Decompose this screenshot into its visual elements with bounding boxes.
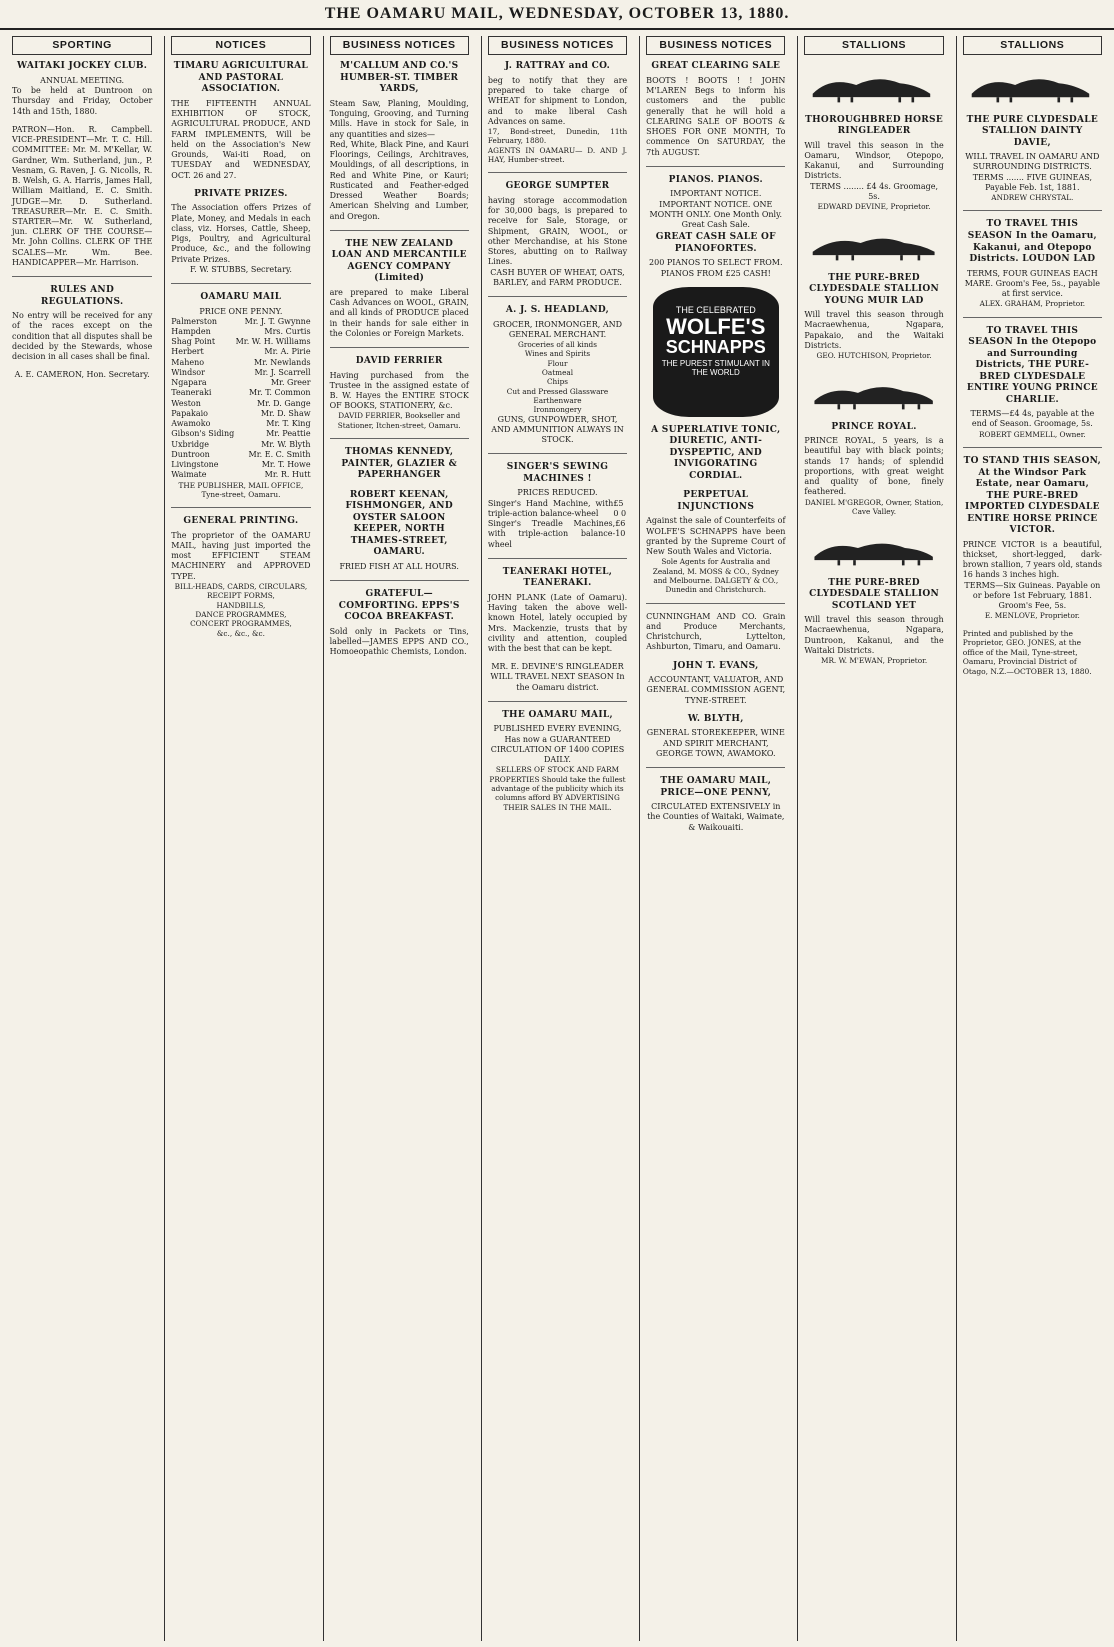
agent-place: Windsor <box>171 367 205 377</box>
timaru-association <box>171 61 310 180</box>
private-prizes-heading: PRIVATE PRIZES. <box>194 188 288 199</box>
general-printing <box>171 516 310 638</box>
headland-list <box>488 340 627 415</box>
agent-name: Mr. J. Scarrell <box>254 367 311 377</box>
agent-row <box>171 388 310 398</box>
loan-heading: THE NEW ZEALAND LOAN AND MERCANTILE AGENCY COMPANY (Limited) <box>331 238 467 284</box>
sumpter-heading: GEORGE SUMPTER <box>505 181 610 192</box>
rattray-heading: J. RATTRAY and CO. <box>504 61 611 72</box>
agent-name: Mr. J. T. Gwynne <box>244 316 311 326</box>
agent-row <box>171 327 310 337</box>
printing-items <box>171 582 310 638</box>
column-sporting <box>6 36 158 1641</box>
dainty-heading: THE PURE CLYDESDALE STALLION DAINTY DAVIE, <box>966 114 1099 148</box>
keenan-heading: ROBERT KEENAN, FISHMONGER, AND OYSTER SALOON KEEPER, NORTH THAMES-STREET, OAMARU. <box>345 489 453 558</box>
headland-item: Flour <box>547 358 568 368</box>
mail-price-ad <box>646 776 785 833</box>
price-item: Singer's Hand Machine, with triple-action balance-wheel <box>487 498 614 518</box>
david-text: Having purchased from the Trustee in the assigned estate of B. W. Hayes the ENTIRE STOCK OF BOOKS, STATIONERY, &c. <box>329 370 469 411</box>
loudon-heading: TO TRAVEL THIS SEASON In the Oamaru, Kakanui, and Otepopo Districts. LOUDON LAD <box>967 219 1097 265</box>
evans-heading: JOHN T. EVANS, <box>672 660 759 671</box>
headland-item: Earthenware <box>533 396 582 406</box>
loudon-lad <box>963 219 1102 308</box>
printing-item: DANCE PROGRAMMES, <box>195 609 287 619</box>
victor-terms: TERMS—Six Guineas. Payable on or before 1st February, 1881. Groom's Fee, 5s. <box>964 580 1101 610</box>
agent-place: Duntroon <box>171 449 210 459</box>
agent-name: Mr. E. C. Smith <box>248 449 311 459</box>
headland-item: Ironmongery <box>533 405 582 415</box>
tonic-notice <box>646 425 785 483</box>
column-stallions-2 <box>956 36 1108 1641</box>
agent-name: Mr. Newlands <box>254 357 311 367</box>
agent-place: Gibson's Siding <box>171 429 235 439</box>
notice-subtitle: ANNUAL MEETING. <box>40 75 125 85</box>
agent-place: Teaneraki <box>171 388 212 398</box>
headland-item: Oatmeal <box>541 368 574 378</box>
clearing-text: BOOTS ! BOOTS ! ! JOHN M'LAREN Begs to inform his customers and the public generally that he will hold a CLEARING SALE OF BOOTS & SHOES FOR ONE MONTH, To commence On SATURDAY, the 7th AUGUST. <box>646 75 786 157</box>
agent-name: Mr. R. Hutt <box>264 470 311 480</box>
singer-notice <box>488 462 627 549</box>
agent-row <box>171 337 310 347</box>
divider <box>963 447 1102 448</box>
agent-name: Mr. W. Blyth <box>261 439 311 449</box>
scotland-yet-heading: THE PURE-BRED CLYDESDALE STALLION SCOTLAND YET <box>809 577 940 611</box>
divider <box>488 701 627 702</box>
column-title: STALLIONS <box>804 36 943 55</box>
officials-list <box>12 125 152 268</box>
fried-fish: FRIED FISH AT ALL HOURS. <box>339 561 459 571</box>
notice-heading: WAITAKI JOCKEY CLUB. <box>17 61 148 72</box>
charlie-owner: ROBERT GEMMELL, Owner. <box>978 429 1086 439</box>
oamaru-mail-text: PUBLISHED EVERY EVENING, Has now a GUARANTEED CIRCULATION OF 1400 COPIES DAILY. <box>490 724 625 765</box>
divider <box>12 276 152 277</box>
charlie-heading: TO TRAVEL THIS SEASON In the Otepopo and Surrounding Districts, THE PURE-BRED CLYDESDALE ENTIRE YOUNG PRINCE CHARLIE. <box>966 325 1098 405</box>
robert-keenan <box>330 490 469 572</box>
rules-text: No entry will be received for any of the races except on the condition that all disputes shall be decided by the Stewards, whose decision in all cases shall be final. <box>12 311 153 362</box>
column-business-notices-3 <box>639 36 791 1641</box>
column-title: BUSINESS NOTICES <box>330 36 469 55</box>
cash-buyer: CASH BUYER OF WHEAT, OATS, BARLEY, and FARM PRODUCE. <box>490 267 625 287</box>
injunctions-notice <box>646 490 785 594</box>
divider <box>171 283 310 284</box>
young-muirlad <box>804 273 943 361</box>
young-muirlad-owner: GEO. HUTCHISON, Proprietor. <box>816 351 932 361</box>
dainty-davie <box>963 115 1102 203</box>
divider <box>646 767 785 768</box>
divider <box>330 438 469 439</box>
printing-item: CONCERT PROGRAMMES, <box>190 619 292 629</box>
sellers-text: SELLERS OF STOCK AND FARM PROPERTIES Should take the fullest advantage of the publicity which its columns afford BY ADVERTISING THEIR SALES IN THE MAIL. <box>489 765 626 812</box>
cunningham-text: CUNNINGHAM AND CO. Grain and Produce Merchants, Christchurch, Lyttelton, Ashburton, Timaru, and Oamaru. <box>646 611 786 652</box>
horse-illustration <box>963 65 1102 105</box>
price-value: £5 0 0 <box>613 498 627 518</box>
column-title: STALLIONS <box>963 36 1102 55</box>
divider <box>330 347 469 348</box>
headland-text: GROCER, IRONMONGER, AND GENERAL MERCHANT. <box>492 319 623 339</box>
loan-text: are prepared to make Liberal Cash Advances on WOOL, GRAIN, and all kinds of PRODUCE placed in their hands for sale either in the Colonies or Foreign Markets. <box>329 287 469 338</box>
divider <box>646 166 785 167</box>
thomas-kennedy <box>330 447 469 482</box>
column-title: NOTICES <box>171 36 310 55</box>
price-item: Singer's Treadle Machines, with triple-action balance-wheel <box>487 519 616 549</box>
agent-name: Mr. A. Pirie <box>264 347 311 357</box>
sumpter-notice <box>488 181 627 288</box>
newspaper-columns <box>6 36 1108 1641</box>
prince-victor <box>963 456 1102 621</box>
association-text: THE FIFTEENTH ANNUAL EXHIBITION OF STOCK, AGRICULTURAL PRODUCE, AND FARM IMPLEMENTS, Will be held on the Association's New Grounds, Wai-iti Road, on TUESDAY and WEDNESDAY, OCT. 26 and 27. <box>171 98 311 180</box>
pianos-heading: PIANOS. PIANOS. <box>668 174 763 185</box>
singer-subtitle: PRICES REDUCED. <box>517 488 598 498</box>
cunningham-notice <box>646 612 785 653</box>
mail-price-heading: THE OAMARU MAIL, PRICE—ONE PENNY, <box>660 776 772 798</box>
agent-row <box>171 409 310 419</box>
prince-royal-owner: DANIEL M'GREGOR, Owner, Station, Cave Valley. <box>804 497 944 516</box>
young-muirlad-text: Will travel this season through Macraewhenua, Ngapara, Papakaio, and the Waitaki Districts. <box>804 310 944 350</box>
rattray-agents: AGENTS IN OAMARU— D. AND J. HAY, Humber-street. <box>487 145 628 165</box>
evans-text: ACCOUNTANT, VALUATOR, AND GENERAL COMMISSION AGENT, TYNE-STREET. <box>646 675 786 705</box>
scotland-yet-owner: MR. W. M'EWAN, Proprietor. <box>820 656 928 666</box>
ringleader-stallion <box>804 115 943 212</box>
agent-row <box>171 378 310 388</box>
loan-agency <box>330 239 469 339</box>
pianoforte-heading: GREAT CASH SALE OF PIANOFORTES. <box>655 232 776 254</box>
pianos-notice <box>646 175 785 279</box>
column-business-notices-1 <box>323 36 475 1641</box>
agent-row <box>171 368 310 378</box>
timber-list: Red, White, Black Pine, and Kauri Floorings, Ceilings, Architraves, Mouldings, of all descriptions, in Red and White Pine, or Kauri; Rusticated and Feather-edged Dressed Weather Boards; American Shelving and Lumber, and Oregon. <box>329 139 469 221</box>
price-value: £6 10 <box>615 519 626 539</box>
david-heading: DAVID FERRIER <box>355 356 443 367</box>
agent-row <box>171 450 310 460</box>
horse-illustration <box>804 528 943 568</box>
blyth-notice <box>646 714 785 759</box>
headland-item: Groceries of all kinds <box>518 340 597 350</box>
column-business-notices-2 <box>481 36 633 1641</box>
divider <box>646 603 785 604</box>
agent-name: Mr. Peattie <box>266 429 311 439</box>
kennedy-heading: THOMAS KENNEDY, PAINTER, GLAZIER & PAPERHANGER <box>341 447 458 481</box>
column-title: SPORTING <box>12 36 152 55</box>
clearing-sale <box>646 61 785 157</box>
headland-item: Cut and Pressed Glassware <box>506 386 609 396</box>
agent-place: Herbert <box>171 347 204 357</box>
headland-item: Chips <box>546 377 569 387</box>
mail-footer: THE PUBLISHER, MAIL OFFICE, Tyne-street, Oamaru. <box>178 480 304 499</box>
divider <box>488 172 627 173</box>
printing-item: BILL-HEADS, CARDS, CIRCULARS, <box>174 581 308 591</box>
column-stallions-1 <box>797 36 949 1641</box>
agent-place: Papakaio <box>171 408 208 418</box>
column-notices <box>164 36 316 1641</box>
divider <box>171 507 310 508</box>
divider <box>963 317 1102 318</box>
charlie-terms: TERMS—£4 4s, payable at the end of Season. Groomage, 5s. <box>970 409 1095 429</box>
association-heading: TIMARU AGRICULTURAL AND PASTORAL ASSOCIATION. <box>173 61 309 95</box>
imprint: Printed and published by the Proprietor, GEO. JONES, at the office of the Mail, Tyne-street, Oamaru, Provincial District of Otago, N.Z.—OCTOBER 13, 1880. <box>962 628 1092 676</box>
headland-heading: A. J. S. HEADLAND, <box>505 305 610 316</box>
agent-place: Ngapara <box>171 378 207 388</box>
injunctions-text: Against the sale of Counterfeits of WOLFE'S SCHNAPPS have been granted by the Supreme Court of New South Wales and Victoria. <box>646 516 786 557</box>
signatory: F. W. STUBBS, Secretary. <box>189 264 292 274</box>
loudon-terms: TERMS, FOUR GUINEAS EACH MARE. Groom's Fee, 5s., payable at first service. <box>964 268 1100 299</box>
prince-royal-text: PRINCE ROYAL, 5 years, is a beautiful bay with black points; stands 17 hands; of splendid proportions, with great weight and quality of bone, finely feathered. <box>804 436 944 497</box>
agent-name: Mr. T. Howe <box>261 460 311 470</box>
teaneraki-heading: TEANERAKI HOTEL, TEANERAKI. <box>502 566 613 589</box>
mail-heading: OAMARU MAIL <box>200 292 282 303</box>
ringleader-text: MR. E. DEVINE'S RINGLEADER WILL TRAVEL NEXT SEASON In the Oamaru district. <box>490 662 625 692</box>
young-muirlad-heading: THE PURE-BRED CLYDESDALE STALLION YOUNG MUIR LAD <box>809 272 940 306</box>
agent-place: Palmerston <box>171 316 218 326</box>
printing-item: &c., &c., &c. <box>216 628 265 638</box>
scotland-yet-text: Will travel this season through Macraewhenua, Ngapara, Duntroon, Kakanui, and the Waitaki Districts. <box>804 615 944 655</box>
agent-place: Maheno <box>171 357 205 367</box>
agent-name: Mr. D. Gange <box>256 398 311 408</box>
agent-name: Mr. D. Shaw <box>260 408 311 418</box>
agent-row <box>171 440 310 450</box>
victor-owner: E. MENLOVE, Proprietor. <box>984 611 1080 621</box>
epps-heading: GRATEFUL—COMFORTING. EPPS'S COCOA BREAKFAST. <box>338 589 460 623</box>
agent-row <box>171 358 310 368</box>
singer-heading: SINGER'S SEWING MACHINES ! <box>506 462 609 484</box>
agent-row <box>171 429 310 439</box>
agents-list <box>171 317 310 481</box>
victor-heading: TO STAND THIS SEASON, At the Windsor Park Estate, near Oamaru, THE PURE-BRED IMPORTED CLYDESDALE ENTIRE HORSE PRINCE VICTOR. <box>963 455 1102 536</box>
agent-name: Mr. Greer <box>270 378 311 388</box>
agent-row <box>171 347 310 357</box>
agent-place: Weston <box>171 398 201 408</box>
divider <box>330 230 469 231</box>
loudon-owner: ALEX. GRAHAM, Proprietor. <box>979 299 1086 309</box>
scotland-yet <box>804 578 943 666</box>
prince-royal-heading: PRINCE ROYAL. <box>831 421 917 432</box>
injunctions-heading: PERPETUAL INJUNCTIONS <box>677 490 755 512</box>
divider <box>330 580 469 581</box>
teaneraki-hotel <box>488 567 627 654</box>
jockey-club-notice <box>12 61 152 116</box>
masthead: THE OAMARU MAIL, WEDNESDAY, OCTOBER 13, 1880. <box>0 0 1114 30</box>
agent-place: Shag Point <box>171 337 216 347</box>
blyth-text: GENERAL STOREKEEPER, WINE AND SPIRIT MERCHANT, GEORGE TOWN, AWAMOKO. <box>646 728 785 758</box>
epps-cocoa <box>330 589 469 657</box>
ringleader-owner: EDWARD DEVINE, Proprietor. <box>817 202 931 212</box>
rules-block <box>12 285 152 362</box>
printing-heading: GENERAL PRINTING. <box>183 516 299 527</box>
evans-notice <box>646 661 785 706</box>
dainty-owner: ANDREW CHRYSTAL. <box>991 193 1074 203</box>
david-address: DAVID FERRIER, Bookseller and Stationer, Itchen-street, Oamaru. <box>337 411 461 430</box>
private-prizes <box>171 189 310 275</box>
horse-illustration <box>804 65 943 105</box>
schnapps-small: THE CELEBRATED <box>675 304 756 315</box>
divider <box>963 210 1102 211</box>
timber-heading: M'CALLUM AND CO.'S HUMBER-ST. TIMBER YARDS, <box>340 61 459 95</box>
victor-text: PRINCE VICTOR is a beautiful, thickset, short-legged, dark-brown stallion, 7 years old, stands 16 hands 3 inches high. <box>962 539 1103 580</box>
dainty-terms: TERMS ....... FIVE GUINEAS, Payable Feb. 1st, 1881. <box>972 172 1092 192</box>
schnapps-tagline: THE PUREST STIMULANT IN THE WORLD <box>661 359 770 378</box>
agent-row <box>171 470 310 480</box>
agent-name: Mr. T. Common <box>249 388 311 398</box>
mail-price-text: CIRCULATED EXTENSIVELY in the Counties of Waitaki, Waimate, & Waikouaiti. <box>647 802 785 832</box>
timber-text: Steam Saw, Planing, Moulding, Tonguing, Grooving, and Turning Mills. Have in stock for Sale, in any quantities and sizes— <box>329 98 469 139</box>
price-row <box>488 499 627 519</box>
guns-text: GUNS, GUNPOWDER, SHOT, AND AMMUNITION ALWAYS IN STOCK. <box>491 414 624 445</box>
blyth-heading: W. BLYTH, <box>687 713 744 724</box>
private-prizes-text: The Association offers Prizes of Plate, Money, and Medals in each class, viz. Horses, Cattle, Sheep, Pigs, Poultry, and Agricultural Produce, &c., and the following Private Prizes. <box>171 203 311 264</box>
singer-prices <box>488 499 627 550</box>
agent-place: Awamoko <box>171 419 211 429</box>
oamaru-mail-heading: THE OAMARU MAIL, <box>502 709 613 720</box>
rules-heading: RULES AND REGULATIONS. <box>40 285 124 307</box>
oamaru-mail-ad <box>488 710 627 812</box>
agent-place: Waimate <box>171 470 207 480</box>
agent-name: Mr. W. H. Williams <box>235 337 311 347</box>
agent-name: Mrs. Curtis <box>264 327 311 336</box>
david-ferrier <box>330 356 469 430</box>
agent-row <box>171 419 310 429</box>
oamaru-mail-agents <box>171 292 310 499</box>
young-prince-charlie <box>963 326 1102 439</box>
mail-price: PRICE ONE PENNY. <box>199 306 283 316</box>
plank-text: JOHN PLANK (Late of Oamaru). Having taken the above well-known Hotel, lately occupied by Mrs. Mackenzie, trusts that by civility and attention, coupled with the best that can be kept. <box>487 592 628 654</box>
horse-illustration <box>804 372 943 412</box>
schnapps-product: SCHNAPPS <box>665 337 766 358</box>
sumpter-text: having storage accommodation for 30,000 bags, is prepared to receive for Sale, Storage, or Shipment, GRAIN, WOOL, or other Merchandise, at his Stone Stores, abutting on to Railway Lines. <box>487 195 628 267</box>
pianoforte-text: 200 PIANOS TO SELECT FROM. PIANOS FROM £25 CASH! <box>649 258 783 278</box>
notice-body: To be held at Duntroon on Thursday and Friday, October 14th and 15th, 1880. <box>12 86 153 116</box>
prince-royal <box>804 422 943 517</box>
rattray-notice <box>488 61 627 164</box>
agent-place: Uxbridge <box>171 439 210 449</box>
schnapps-ad <box>653 287 779 417</box>
column-title: BUSINESS NOTICES <box>646 36 785 55</box>
dainty-text: WILL TRAVEL IN OAMARU AND SURROUNDING DISTRICTS. <box>965 152 1100 172</box>
divider <box>488 296 627 297</box>
clearing-heading: GREAT CLEARING SALE <box>651 61 781 72</box>
agents-text: Sole Agents for Australia and Zealand, M. MOSS & CO., Sydney and Melbourne. DALGETY & CO., Dunedin and Christchurch. <box>652 557 779 595</box>
timber-yards <box>330 61 469 221</box>
ringleader-text: Will travel this season in the Oamaru, Windsor, Otepopo, Kakanui, and Surrounding Districts. <box>804 140 944 181</box>
pianos-notice-text: IMPORTANT NOTICE. IMPORTANT NOTICE. ONE MONTH ONLY. One Month Only. Great Cash Sale. <box>649 189 783 230</box>
agent-place: Livingstone <box>171 460 219 470</box>
rattray-text: beg to notify that they are prepared to take charge of WHEAT for shipment to London, and to make liberal Cash Advances on same. <box>487 75 628 126</box>
agent-row <box>171 460 310 470</box>
devine-ringleader <box>488 662 627 693</box>
headland-item: Wines and Spirits <box>524 349 591 359</box>
printing-item: HANDBILLS, <box>216 600 266 610</box>
agent-place: Hampden <box>171 327 211 336</box>
printing-item: RECEIPT FORMS, <box>207 591 275 601</box>
agent-row <box>171 317 310 327</box>
tonic-heading: A SUPERLATIVE TONIC, DIURETIC, ANTI-DYSPEPTIC, AND INVIGORATING CORDIAL. <box>651 424 781 481</box>
officials-text: PATRON—Hon. R. Campbell. VICE-PRESIDENT—Mr. T. C. Hill. COMMITTEE: Mr. M. M'Kellar, W. Gardner, Wm. Sutherland, jun., P. Vesnam, G. Raven, J. G. Nicolls, R. B. Welsh, G. A. Harris, James Hall, William Maitland, E. C. Smith. JUDGE—Mr. D. Sutherland. TREASURER—Mr. E. C. Smith. STARTER—Mr. W. Sutherland, jun. CLERK OF THE COURSE—Mr. John Collins. CLERK OF THE SCALES—Mr. Wm. Bee. HANDICAPPER—Mr. Harrison. <box>12 124 153 267</box>
agent-row <box>171 399 310 409</box>
ringleader-heading: THOROUGHBRED HORSE RINGLEADER <box>805 114 943 137</box>
rattray-address: 17, Bond-street, Dunedin, 11th February, 1880. <box>487 127 628 146</box>
horse-illustration <box>804 223 943 263</box>
divider <box>488 453 627 454</box>
divider <box>488 558 627 559</box>
column-title: BUSINESS NOTICES <box>488 36 627 55</box>
price-row <box>488 519 627 550</box>
ringleader-terms: TERMS ........ £4 4s. Groomage, 5s. <box>810 181 939 201</box>
secretary: A. E. CAMERON, Hon. Secretary. <box>14 370 150 380</box>
headland-notice <box>488 305 627 445</box>
schnapps-brand: WOLFE'S <box>666 314 766 340</box>
epps-text: Sold only in Packets or Tins, labelled—JAMES EPPS AND CO., Homoeopathic Chemists, London. <box>329 626 469 657</box>
agent-name: Mr. T. King <box>266 419 311 429</box>
printing-text: The proprietor of the OAMARU MAIL, having just imported the most EFFICIENT STEAM MACHINERY and APPROVED TYPE. <box>171 530 311 581</box>
